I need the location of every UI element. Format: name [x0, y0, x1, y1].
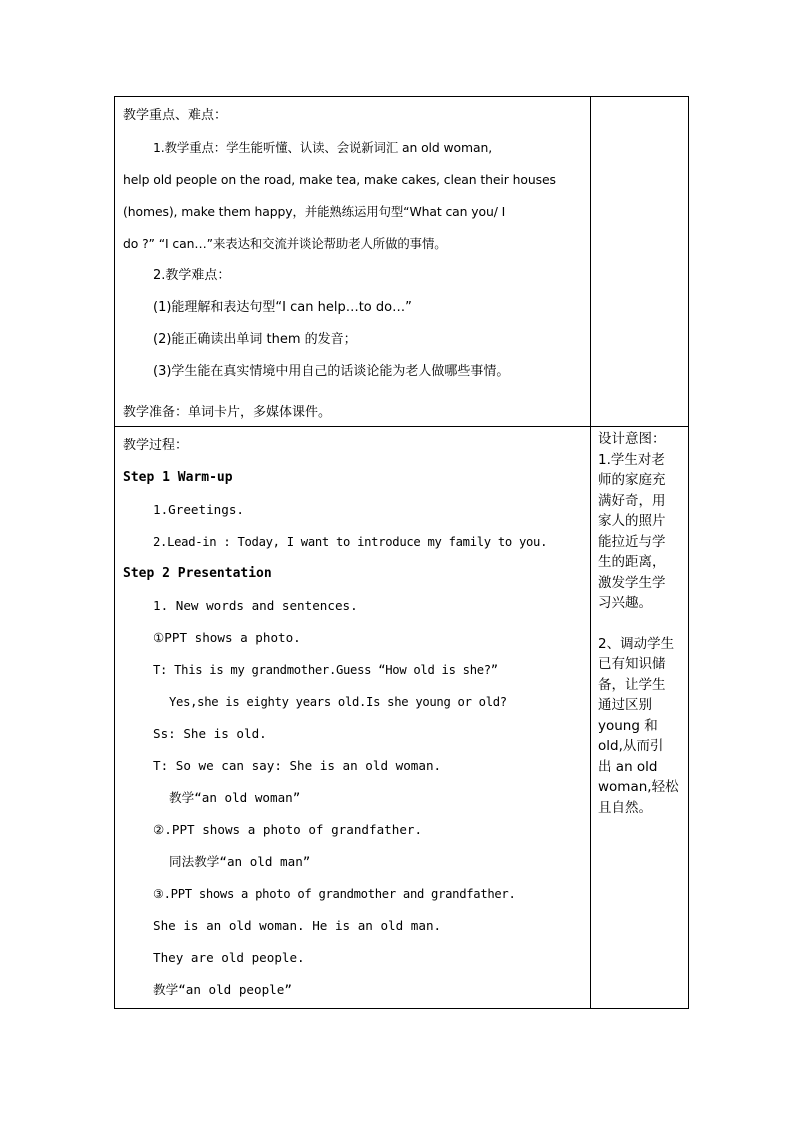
- process-line: 同法教学“an old man”: [169, 854, 311, 869]
- difficulty-item: (2)能正确读出单词 them 的发音；: [153, 332, 357, 347]
- lesson-plan-table: [114, 96, 689, 1009]
- focus-side-cell: [591, 97, 689, 427]
- difficulty-item: (3)学生能在真实情境中用自己的话谈论能为老人做哪些事情。: [153, 364, 510, 379]
- process-heading: 教学过程：: [123, 438, 189, 453]
- focus-line: help old people on the road, make tea, make cakes, clean their houses: [123, 172, 556, 187]
- process-line: They are old people.: [153, 950, 305, 965]
- process-line: ②.PPT shows a photo of grandfather.: [153, 822, 423, 837]
- process-line: 教学“an old woman”: [169, 790, 301, 805]
- difficulty-item: (1)能理解和表达句型“I can help…to do…”: [153, 300, 412, 315]
- focus-line: (homes), make them happy，并能熟练运用句型“What can you/ I: [123, 204, 506, 219]
- process-cell: [115, 427, 591, 1009]
- process-line: She is an old woman. He is an old man.: [153, 918, 442, 933]
- step1-item: 1.Greetings.: [153, 502, 244, 517]
- focus-line: do ?” “I can…”来表达和交流并谈论帮助老人所做的事情。: [123, 236, 447, 251]
- process-line: T: So we can say: She is an old woman.: [153, 758, 442, 773]
- step2-item: 1. New words and sentences.: [153, 598, 358, 613]
- focus-title: 1.教学重点：学生能听懂、认读、会说新词汇 an old woman,: [153, 140, 493, 155]
- step1-item: 2.Lead-in : Today, I want to introduce my family to you.: [153, 535, 548, 549]
- design-note-1: 1.学生对老 师的家庭充 满好奇，用 家人的照片 能拉近与学 生的距离， 激发学生学 习兴趣。: [598, 451, 666, 611]
- process-line: ③.PPT shows a photo of grandmother and grandfather.: [153, 887, 516, 901]
- step2-title: Step 2 Presentation: [123, 566, 272, 581]
- design-intent-title: 设计意图：: [598, 431, 666, 447]
- step1-title: Step 1 Warm-up: [123, 470, 233, 485]
- focus-cell: [115, 97, 591, 427]
- process-line: 教学“an old people”: [153, 982, 292, 997]
- preparation-line: 教学准备：单词卡片，多媒体课件。: [123, 405, 332, 420]
- process-line: T: This is my grandmother.Guess “How old is she?”: [153, 663, 498, 677]
- process-row: [115, 427, 689, 1009]
- focus-row: [115, 97, 689, 427]
- process-line: ①PPT shows a photo.: [153, 630, 301, 645]
- difficulty-title: 2.教学难点：: [153, 268, 231, 283]
- process-line: Yes,she is eighty years old.Is she young or old?: [169, 695, 507, 709]
- focus-heading: 教学重点、难点：: [123, 108, 228, 123]
- process-line: Ss: She is old.: [153, 726, 267, 741]
- design-intent-cell: [591, 427, 689, 1009]
- design-note-2: 2、调动学生 已有知识储 备，让学生 通过区别 young 和 old,从而引 出 an old woman,轻松 且自然。: [598, 635, 679, 816]
